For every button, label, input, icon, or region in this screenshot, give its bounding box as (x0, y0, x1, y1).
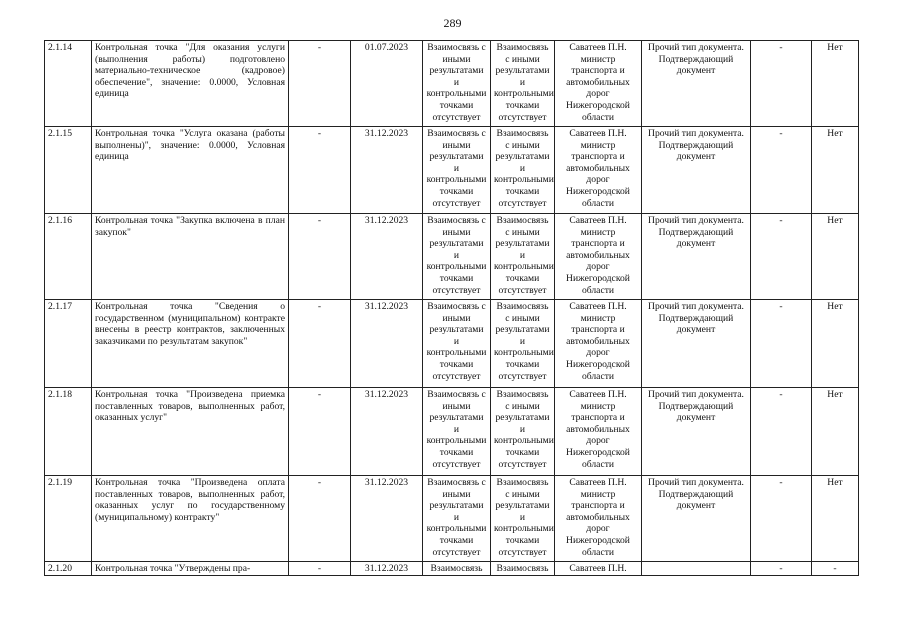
flag-value: Нет (812, 214, 859, 300)
control-point-name: Контрольная точка "Услуга оказана (работы выполнены)", значение: 0.0000, Условная единица (92, 127, 289, 214)
successor-relation: Взаимосвязь (491, 562, 555, 576)
predecessor-relation: Взаимосвязь с иными результатами и контрольными точками отсутствует (423, 41, 491, 127)
flag-value: Нет (812, 41, 859, 127)
document-type: Прочий тип документа. Подтверждающий документ (642, 476, 751, 562)
table-row (45, 300, 859, 388)
responsible-person: Саватеев П.Н. министр транспорта и автомобильных дорог Нижегородской области (555, 214, 642, 300)
info-system: - (751, 562, 812, 576)
base-value: - (289, 127, 351, 214)
base-value: - (289, 300, 351, 388)
flag-value: Нет (812, 388, 859, 476)
flag-value: Нет (812, 127, 859, 214)
control-point-name: Контрольная точка "Сведения о государственном (муниципальном) контракте внесены в реестр контрактов, заключенных заказчиками по результатам закупок" (92, 300, 289, 388)
responsible-person: Саватеев П.Н. министр транспорта и автомобильных дорог Нижегородской области (555, 476, 642, 562)
successor-relation: Взаимосвязь с иными результатами и контрольными точками отсутствует (491, 214, 555, 300)
info-system: - (751, 41, 812, 127)
row-number: 2.1.20 (45, 562, 92, 576)
predecessor-relation: Взаимосвязь с иными результатами и контрольными точками отсутствует (423, 214, 491, 300)
predecessor-relation: Взаимосвязь с иными результатами и контрольными точками отсутствует (423, 300, 491, 388)
flag-value: - (812, 562, 859, 576)
info-system: - (751, 300, 812, 388)
control-point-name: Контрольная точка "Произведена приемка поставленных товаров, выполненных работ, оказанных услуг" (92, 388, 289, 476)
page-number: 289 (443, 16, 462, 30)
responsible-person: Саватеев П.Н. министр транспорта и автомобильных дорог Нижегородской области (555, 300, 642, 388)
row-number: 2.1.15 (45, 127, 92, 214)
info-system: - (751, 127, 812, 214)
row-number: 2.1.19 (45, 476, 92, 562)
row-number: 2.1.17 (45, 300, 92, 388)
predecessor-relation: Взаимосвязь с иными результатами и контрольными точками отсутствует (423, 476, 491, 562)
control-point-name: Контрольная точка "Утверждены пра- (92, 562, 289, 576)
base-value: - (289, 214, 351, 300)
deadline-date: 31.12.2023 (351, 214, 423, 300)
document-type: Прочий тип документа. Подтверждающий документ (642, 214, 751, 300)
table-row (45, 562, 859, 576)
document-type: Прочий тип документа. Подтверждающий документ (642, 388, 751, 476)
control-point-name: Контрольная точка "Для оказания услуги (выполнения работы) подготовлено материально-техническое (кадровое) обеспечение", значение: 0.0000, Условная единица (92, 41, 289, 127)
info-system: - (751, 388, 812, 476)
table-row (45, 476, 859, 562)
control-points-table (44, 40, 859, 576)
control-point-name: Контрольная точка "Закупка включена в план закупок" (92, 214, 289, 300)
document-type: Прочий тип документа. Подтверждающий документ (642, 41, 751, 127)
deadline-date: 31.12.2023 (351, 476, 423, 562)
successor-relation: Взаимосвязь с иными результатами и контрольными точками отсутствует (491, 127, 555, 214)
base-value: - (289, 562, 351, 576)
base-value: - (289, 388, 351, 476)
table-row (45, 127, 859, 214)
successor-relation: Взаимосвязь с иными результатами и контрольными точками отсутствует (491, 476, 555, 562)
responsible-person: Саватеев П.Н. министр транспорта и автомобильных дорог Нижегородской области (555, 41, 642, 127)
info-system: - (751, 476, 812, 562)
responsible-person: Саватеев П.Н. министр транспорта и автомобильных дорог Нижегородской области (555, 127, 642, 214)
predecessor-relation: Взаимосвязь с иными результатами и контрольными точками отсутствует (423, 388, 491, 476)
deadline-date: 31.12.2023 (351, 562, 423, 576)
document-type: Прочий тип документа. Подтверждающий документ (642, 127, 751, 214)
successor-relation: Взаимосвязь с иными результатами и контрольными точками отсутствует (491, 41, 555, 127)
table-row (45, 388, 859, 476)
base-value: - (289, 41, 351, 127)
base-value: - (289, 476, 351, 562)
row-number: 2.1.16 (45, 214, 92, 300)
deadline-date: 31.12.2023 (351, 388, 423, 476)
row-number: 2.1.18 (45, 388, 92, 476)
control-point-name: Контрольная точка "Произведена оплата поставленных товаров, выполненных работ, оказанных услуг по государственному (муниципальному) контракту" (92, 476, 289, 562)
document-type (642, 562, 751, 576)
table-row (45, 214, 859, 300)
successor-relation: Взаимосвязь с иными результатами и контрольными точками отсутствует (491, 388, 555, 476)
table-row (45, 41, 859, 127)
deadline-date: 31.12.2023 (351, 127, 423, 214)
responsible-person: Саватеев П.Н. министр транспорта и автомобильных дорог Нижегородской области (555, 388, 642, 476)
flag-value: Нет (812, 476, 859, 562)
deadline-date: 31.12.2023 (351, 300, 423, 388)
flag-value: Нет (812, 300, 859, 388)
predecessor-relation: Взаимосвязь с иными результатами и контрольными точками отсутствует (423, 127, 491, 214)
info-system: - (751, 214, 812, 300)
responsible-person: Саватеев П.Н. (555, 562, 642, 576)
row-number: 2.1.14 (45, 41, 92, 127)
successor-relation: Взаимосвязь с иными результатами и контрольными точками отсутствует (491, 300, 555, 388)
deadline-date: 01.07.2023 (351, 41, 423, 127)
document-type: Прочий тип документа. Подтверждающий документ (642, 300, 751, 388)
predecessor-relation: Взаимосвязь (423, 562, 491, 576)
